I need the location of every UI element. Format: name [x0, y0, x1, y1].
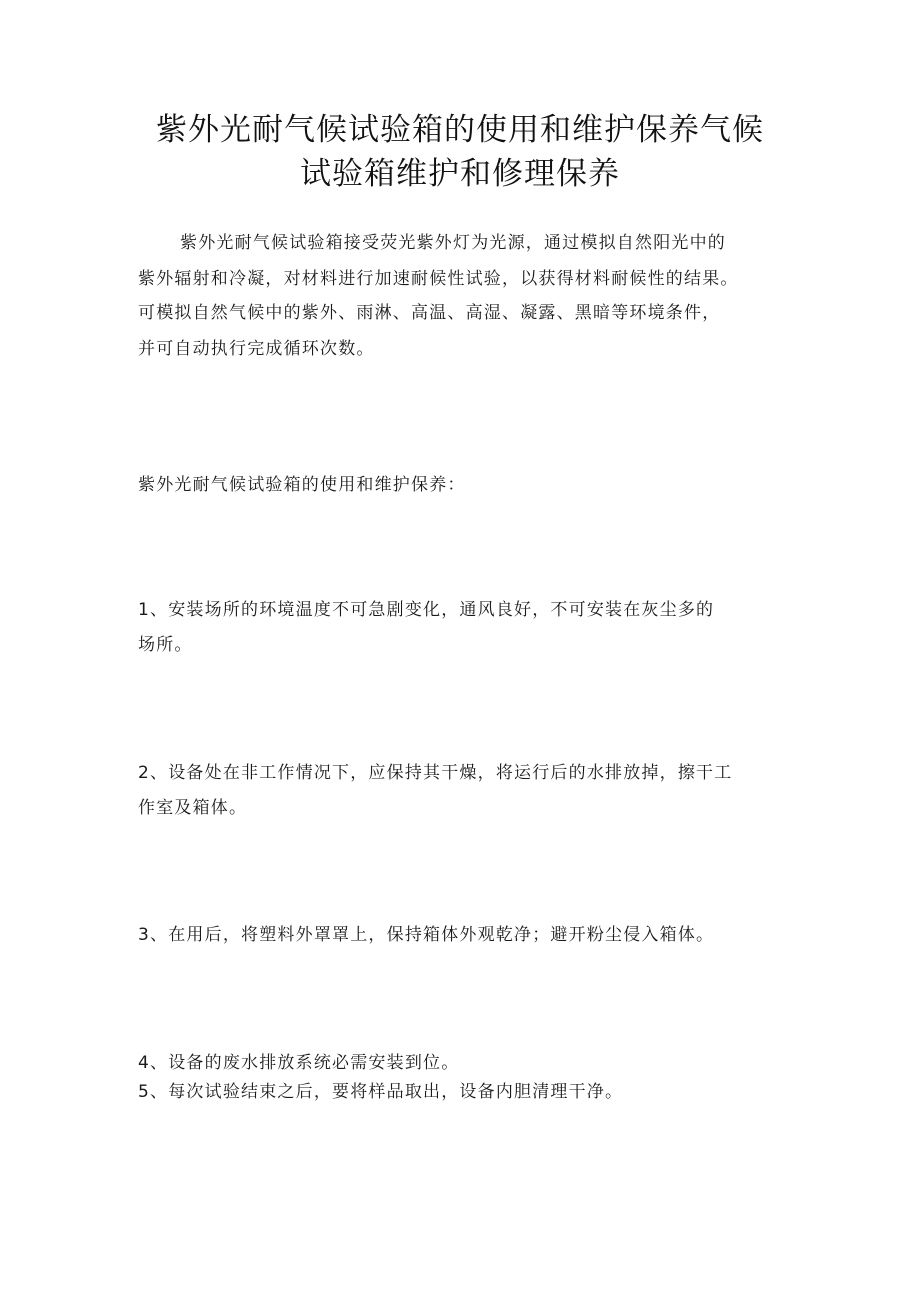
intro-paragraph-line-3: 可模拟自然气候中的紫外、雨淋、高温、高湿、凝露、黑暗等环境条件， — [138, 303, 721, 323]
document-title-line-1: 紫外光耐气候试验箱的使用和维护保养气候 — [156, 112, 764, 148]
intro-paragraph-line-4: 并可自动执行完成循环次数。 — [138, 339, 375, 359]
list-item-5: 5、每次试验结束之后，要将样品取出，设备内胆清理干净。 — [138, 1082, 624, 1102]
list-item-3: 3、在用后，将塑料外罩罩上，保持箱体外观乾净；避开粉尘侵入箱体。 — [138, 925, 715, 945]
section-heading: 紫外光耐气候试验箱的使用和维护保养： — [138, 475, 466, 495]
list-item-4: 4、设备的废水排放系统必需安装到位。 — [138, 1053, 460, 1073]
list-item-1-line-1: 1、安装场所的环境温度不可急剧变化，通风良好，不可安装在灰尘多的 — [138, 600, 715, 620]
document-title-line-2: 试验箱维护和修理保养 — [300, 156, 620, 192]
list-item-2-line-2: 作室及箱体。 — [138, 798, 248, 818]
intro-paragraph-line-2: 紫外辐射和冷凝，对材料进行加速耐候性试验，以获得材料耐候性的结果。 — [138, 269, 739, 289]
list-item-1-line-2: 场所。 — [138, 635, 193, 655]
list-item-2-line-1: 2、设备处在非工作情况下，应保持其干燥，将运行后的水排放掉，擦干工 — [138, 763, 733, 783]
intro-paragraph-line-1: 紫外光耐气候试验箱接受荧光紫外灯为光源，通过模拟自然阳光中的 — [180, 233, 726, 253]
